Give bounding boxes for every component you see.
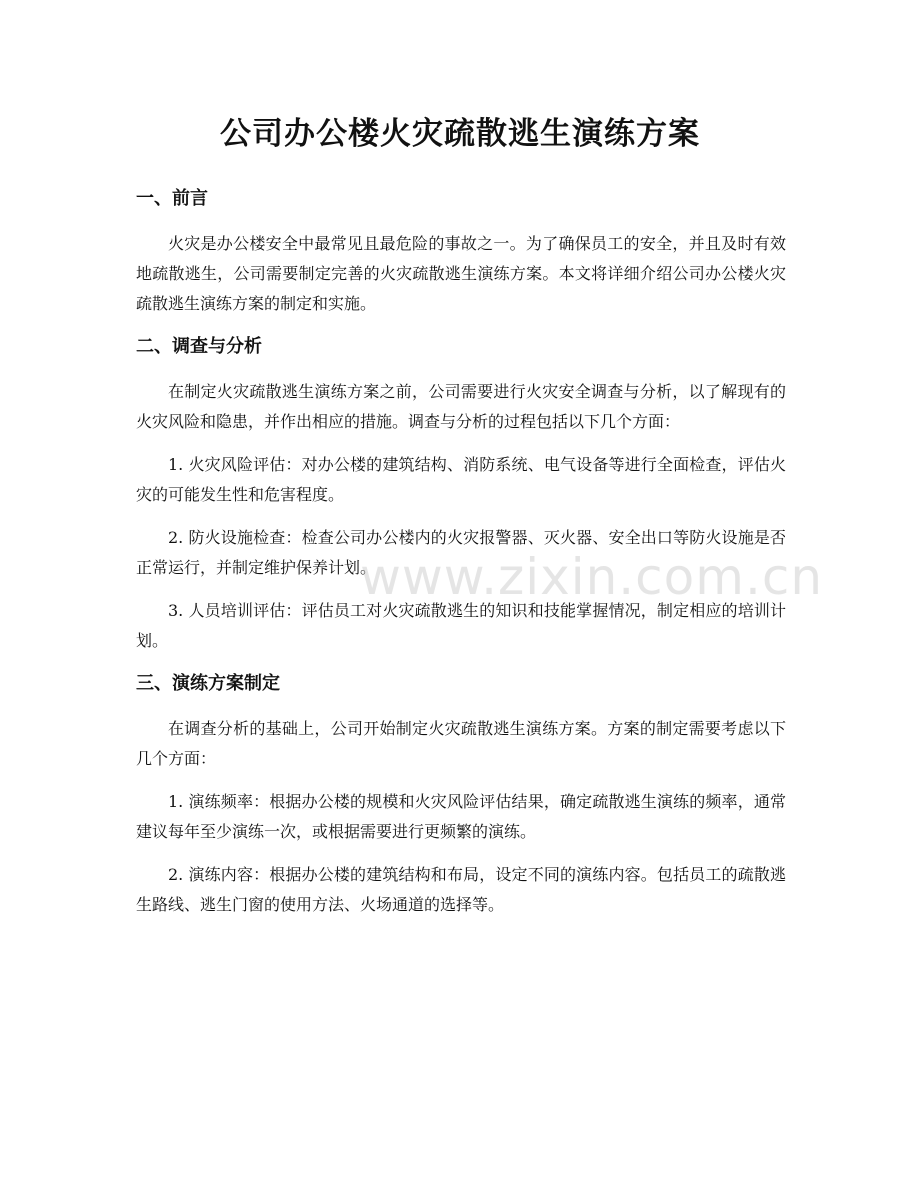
list-item: 2. 演练内容：根据办公楼的建筑结构和布局，设定不同的演练内容。包括员工的疏散逃生路线、逃生门窗的使用方法、火场通道的选择等。 (136, 865, 786, 914)
document-body (136, 185, 786, 934)
document-title: 公司办公楼火灾疏散逃生演练方案 (220, 116, 700, 152)
list-item: 2. 防火设施检查：检查公司办公楼内的火灾报警器、灭火器、安全出口等防火设施是否正常运行，并制定维护保养计划。 (136, 528, 786, 577)
section-investigation (136, 333, 786, 656)
watermark: www.zixin.com.cn (360, 548, 824, 606)
section-heading: 一、前言 (136, 188, 208, 209)
paragraph: 在制定火灾疏散逃生演练方案之前，公司需要进行火灾安全调查与分析，以了解现有的火灾风险和隐患，并作出相应的措施。调查与分析的过程包括以下几个方面： (136, 382, 786, 431)
paragraph: 火灾是办公楼安全中最常见且最危险的事故之一。为了确保员工的安全，并且及时有效地疏散逃生，公司需要制定完善的火灾疏散逃生演练方案。本文将详细介绍公司办公楼火灾疏散逃生演练方案的制定和实施。 (136, 234, 786, 313)
section-preface (136, 185, 786, 319)
section-heading: 二、调查与分析 (136, 336, 262, 357)
list-item: 3. 人员培训评估：评估员工对火灾疏散逃生的知识和技能掌握情况，制定相应的培训计划。 (136, 601, 786, 650)
section-plan (136, 670, 786, 920)
paragraph: 在调查分析的基础上，公司开始制定火灾疏散逃生演练方案。方案的制定需要考虑以下几个方面： (136, 719, 786, 768)
list-item: 1. 演练频率：根据办公楼的规模和火灾风险评估结果，确定疏散逃生演练的频率，通常建议每年至少演练一次，或根据需要进行更频繁的演练。 (136, 792, 786, 841)
list-item: 1. 火灾风险评估：对办公楼的建筑结构、消防系统、电气设备等进行全面检查，评估火灾的可能发生性和危害程度。 (136, 455, 786, 504)
section-heading: 三、演练方案制定 (136, 673, 280, 694)
